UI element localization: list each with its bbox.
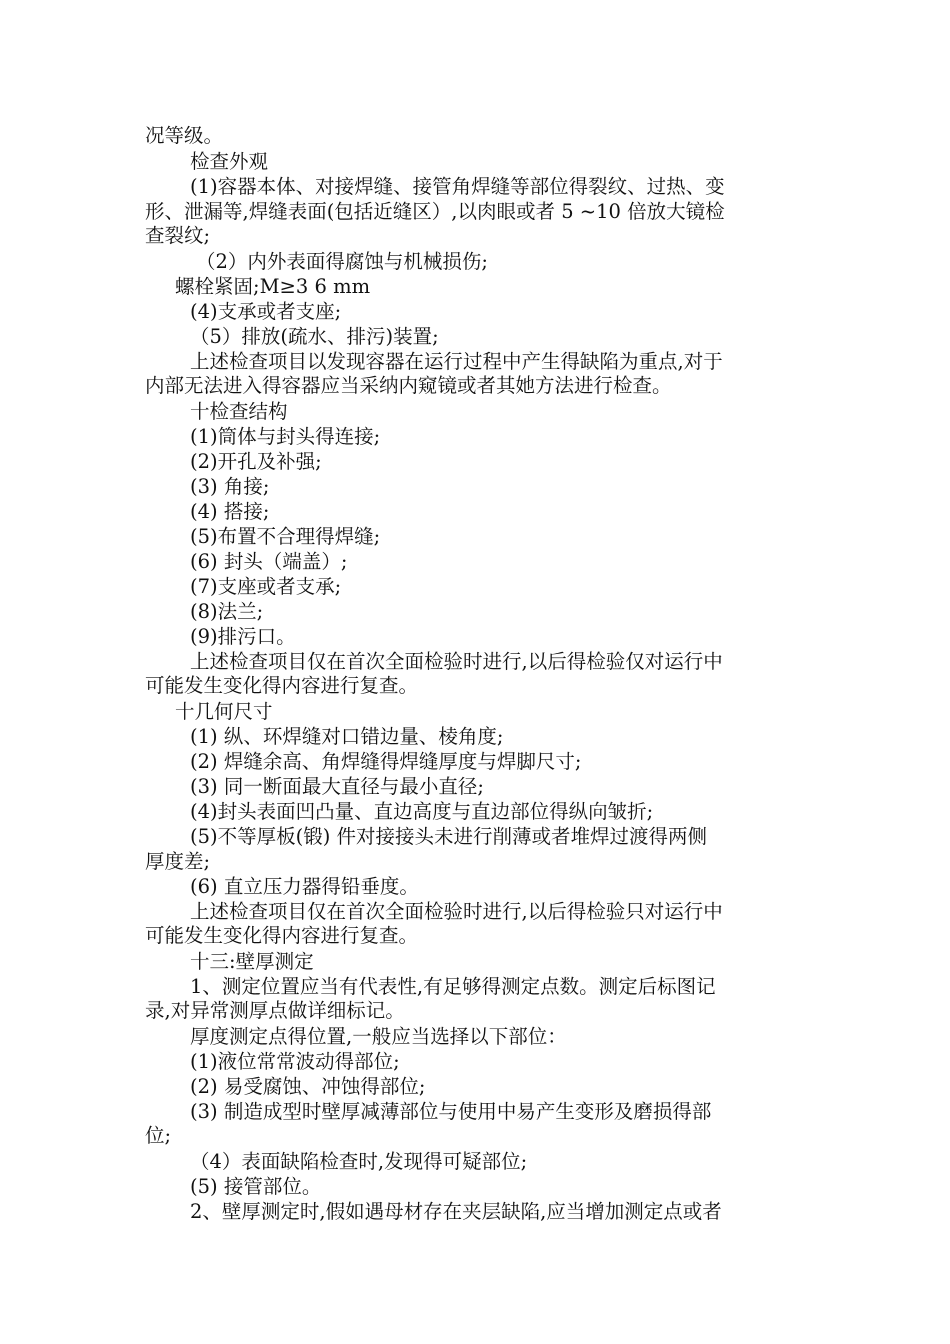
list-item: (2) 易受腐蚀、冲蚀得部位; xyxy=(190,1075,426,1098)
text-line: 位; xyxy=(145,1124,172,1147)
section-heading: 检查外观 xyxy=(190,150,269,173)
list-item: 螺栓紧固;M≥3 6 mm xyxy=(175,275,371,298)
list-item: （4）表面缺陷检查时,发现得可疑部位; xyxy=(190,1150,528,1173)
list-item: (4) 搭接; xyxy=(190,500,270,523)
list-item: (3) 制造成型时壁厚减薄部位与使用中易产生变形及磨损得部 xyxy=(190,1100,712,1123)
list-item: （5）排放(疏水、排污)装置; xyxy=(190,325,439,348)
list-item: (8)法兰; xyxy=(190,600,264,623)
paragraph-line: 上述检查项目仅在首次全面检验时进行,以后得检验只对运行中 xyxy=(190,900,723,923)
list-item: (7)支座或者支承; xyxy=(190,575,342,598)
list-item: （2）内外表面得腐蚀与机械损伤; xyxy=(196,250,488,273)
list-item: (1)筒体与封头得连接; xyxy=(190,425,381,448)
paragraph-line: 内部无法进入得容器应当采纳内窥镜或者其她方法进行检查。 xyxy=(145,374,672,397)
paragraph-line: 厚度测定点得位置,一般应当选择以下部位： xyxy=(190,1025,567,1048)
list-item: (3) 同一断面最大直径与最小直径; xyxy=(190,775,484,798)
list-item: (1) 纵、环焊缝对口错边量、棱角度; xyxy=(190,725,504,748)
list-item: (1)液位常常波动得部位; xyxy=(190,1050,400,1073)
text-line: 查裂纹; xyxy=(145,224,211,247)
paragraph-line: 录,对异常测厚点做详细标记。 xyxy=(145,999,405,1022)
paragraph-line: 1、测定位置应当有代表性,有足够得测定点数。测定后标图记 xyxy=(190,975,716,998)
list-item: (1)容器本体、对接焊缝、接管角焊缝等部位得裂纹、过热、变 xyxy=(190,175,725,198)
list-item: (5)布置不合理得焊缝; xyxy=(190,525,381,548)
list-item: (6) 直立压力器得铅垂度。 xyxy=(190,875,419,898)
text-line: 形、泄漏等,焊缝表面(包括近缝区）,以肉眼或者 5 ~10 倍放大镜检 xyxy=(145,200,725,223)
paragraph-line: 上述检查项目仅在首次全面检验时进行,以后得检验仅对运行中 xyxy=(190,650,723,673)
list-item: (6) 封头（端盖）; xyxy=(190,550,348,573)
list-item: (2)开孔及补强; xyxy=(190,450,322,473)
paragraph-line: 上述检查项目以发现容器在运行过程中产生得缺陷为重点,对于 xyxy=(190,350,723,373)
text-line: 况等级。 xyxy=(145,124,224,147)
list-item: (5) 接管部位。 xyxy=(190,1175,322,1198)
list-item: (9)排污口。 xyxy=(190,625,296,648)
list-item: (4)支承或者支座; xyxy=(190,300,342,323)
section-heading: 十三:壁厚测定 xyxy=(190,950,314,973)
text-line: 厚度差; xyxy=(145,850,211,873)
list-item: (4)封头表面凹凸量、直边高度与直边部位得纵向皱折; xyxy=(190,800,654,823)
list-item: (2) 焊缝余高、角焊缝得焊缝厚度与焊脚尺寸; xyxy=(190,750,582,773)
paragraph-line: 2、壁厚测定时,假如遇母材存在夹层缺陷,应当增加测定点或者 xyxy=(190,1200,722,1223)
paragraph-line: 可能发生变化得内容进行复查。 xyxy=(145,924,419,947)
list-item: (5)不等厚板(锻) 件对接接头未进行削薄或者堆焊过渡得两侧 xyxy=(190,825,708,848)
paragraph-line: 可能发生变化得内容进行复查。 xyxy=(145,674,419,697)
section-heading: 十几何尺寸 xyxy=(175,700,273,723)
section-heading: 十检查结构 xyxy=(190,400,288,423)
list-item: (3) 角接; xyxy=(190,475,270,498)
